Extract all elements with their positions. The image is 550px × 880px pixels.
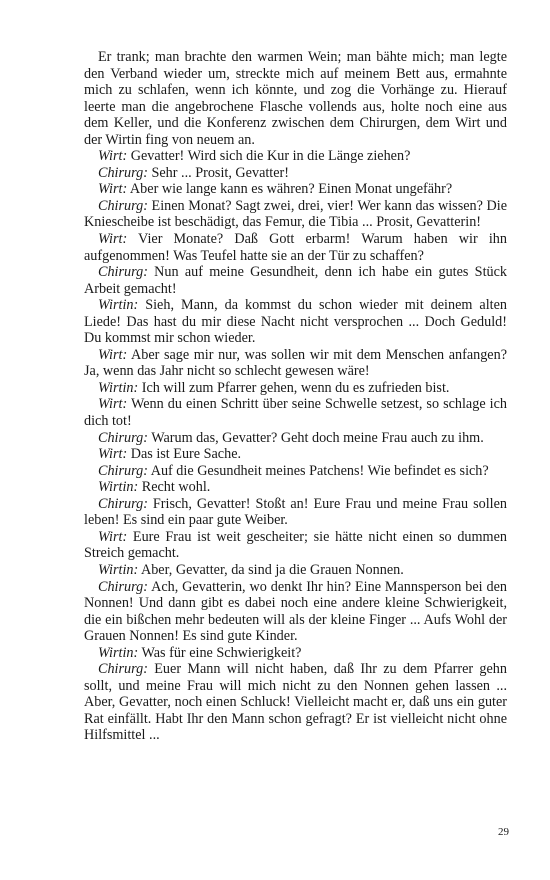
speaker-name: Wirt: bbox=[98, 528, 128, 545]
speaker-name: Wirt: bbox=[98, 446, 128, 463]
speaker-name: Wirt: bbox=[98, 346, 128, 363]
paragraph-text: Euer Mann will nicht haben, daß Ihr zu dem Pfarrer gehn sollt, und meine Frau will mich nicht zu den Nonnen gehen lassen ... Aber, Gevatter, noch einen Schluck! Vielleicht macht er, daß uns ein guter Rat einfällt. Habt Ihr den Mann schon gefragt? Er ist vielleicht nicht ohne Hilfsmittel ... bbox=[84, 661, 507, 744]
dialogue-paragraph bbox=[84, 446, 507, 463]
dialogue-paragraph bbox=[84, 645, 507, 662]
speaker-name: Wirtin: bbox=[98, 297, 139, 314]
speaker-name: Chirurg: bbox=[98, 462, 148, 479]
dialogue-paragraph bbox=[84, 165, 507, 182]
speaker-name: Chirurg: bbox=[98, 578, 148, 595]
speaker-name: Wirtin: bbox=[98, 379, 139, 396]
dialogue-paragraph bbox=[84, 264, 507, 297]
paragraph-text: Ach, Gevatterin, wo denkt Ihr hin? Eine Mannsperson bei den Nonnen! Und dann gibt es dabei noch eine andere kleine Schwierigkeit, die ein bißchen mehr bedeuten will als der kleine Finger ... Aufs Wohl der Grauen Nonnen! Es sind gute Kinder. bbox=[84, 578, 507, 645]
paragraph-text: Vier Monate? Daß Gott erbarm! Warum haben wir ihn aufgenommen! Was Teufel hatte sie an der Tür zu schaffen? bbox=[84, 231, 507, 264]
paragraph-text: Aber sage mir nur, was sollen wir mit dem Menschen anfangen? Ja, wenn das Jahr nicht so schlecht gewesen wäre! bbox=[84, 346, 507, 380]
dialogue-paragraph bbox=[84, 148, 507, 165]
dialogue-paragraph bbox=[84, 562, 507, 579]
speaker-name: Chirurg: bbox=[98, 264, 148, 281]
paragraph-text: Ich will zum Pfarrer gehen, wenn du es zufrieden bist. bbox=[138, 379, 450, 396]
body-text bbox=[84, 49, 507, 744]
paragraph-text: Was für eine Schwierigkeit? bbox=[138, 644, 302, 661]
dialogue-paragraph bbox=[84, 396, 507, 429]
speaker-name: Wirtin: bbox=[98, 479, 139, 496]
dialogue-paragraph bbox=[84, 496, 507, 529]
dialogue-paragraph bbox=[84, 181, 507, 198]
page-number: 29 bbox=[498, 826, 509, 838]
speaker-name: Chirurg: bbox=[98, 429, 148, 446]
dialogue-paragraph bbox=[84, 198, 507, 231]
paragraph-text: Auf die Gesundheit meines Patchens! Wie befindet es sich? bbox=[147, 462, 489, 479]
speaker-name: Wirt: bbox=[98, 231, 128, 248]
paragraph-text: Nun auf meine Gesundheit, denn ich habe ein gutes Stück Arbeit gemacht! bbox=[84, 264, 507, 297]
dialogue-paragraph bbox=[84, 430, 507, 447]
paragraph-text: Aber, Gevatter, da sind ja die Grauen Nonnen. bbox=[138, 561, 404, 578]
speaker-name: Chirurg: bbox=[98, 164, 148, 181]
paragraph-text: Aber wie lange kann es währen? Einen Monat ungefähr? bbox=[127, 181, 453, 198]
narration-paragraph bbox=[84, 49, 507, 148]
dialogue-paragraph bbox=[84, 579, 507, 645]
speaker-name: Chirurg: bbox=[98, 661, 148, 678]
paragraph-text: Wenn du einen Schritt über seine Schwelle setzest, so schlage ich dich tot! bbox=[84, 396, 507, 430]
speaker-name: Wirtin: bbox=[98, 561, 139, 578]
paragraph-text: Sehr ... Prosit, Gevatter! bbox=[147, 164, 289, 181]
dialogue-paragraph bbox=[84, 380, 507, 397]
speaker-name: Wirt: bbox=[98, 148, 128, 165]
paragraph-text: Sieh, Mann, da kommst du schon wieder mit deinem alten Liede! Das hast du mir diese Nacht nicht versprochen ... Doch Geduld! Du kommst mir schon wieder. bbox=[84, 297, 507, 347]
dialogue-paragraph bbox=[84, 661, 507, 744]
paragraph-text: Einen Monat? Sagt zwei, drei, vier! Wer kann das wissen? Die Kniescheibe ist beschädigt, das Femur, die Tibia ... Prosit, Gevatterin! bbox=[84, 197, 507, 231]
dialogue-paragraph bbox=[84, 529, 507, 562]
dialogue-paragraph bbox=[84, 479, 507, 496]
speaker-name: Chirurg: bbox=[98, 197, 148, 214]
dialogue-paragraph bbox=[84, 463, 507, 480]
paragraph-text: Eure Frau ist weit gescheiter; sie hätte nicht einen so dummen Streich gemacht. bbox=[84, 528, 507, 562]
paragraph-text: Recht wohl. bbox=[138, 479, 211, 496]
paragraph-text: Warum das, Gevatter? Geht doch meine Frau auch zu ihm. bbox=[147, 429, 484, 446]
dialogue-paragraph bbox=[84, 231, 507, 264]
speaker-name: Chirurg: bbox=[98, 495, 148, 512]
dialogue-paragraph bbox=[84, 347, 507, 380]
paragraph-text: Gevatter! Wird sich die Kur in die Länge ziehen? bbox=[127, 148, 411, 165]
speaker-name: Wirt: bbox=[98, 181, 128, 198]
speaker-name: Wirt: bbox=[98, 396, 128, 413]
dialogue-paragraph bbox=[84, 297, 507, 347]
speaker-name: Wirtin: bbox=[98, 644, 139, 661]
paragraph-text: Das ist Eure Sache. bbox=[127, 446, 242, 463]
paragraph-text: Frisch, Gevatter! Stoßt an! Eure Frau und meine Frau sollen leben! Es sind ein paar gute Weiber. bbox=[84, 495, 507, 529]
paragraph-text: Er trank; man brachte den warmen Wein; man bähte mich; man legte den Verband wieder um, streckte mich auf meinem Bett aus, ermahnte mich zu schlafen, wenn ich könnte, und zog die Vorhänge zu. Hierauf leerte man die angebrochene Flasche vollends aus, holte noch eine aus dem Keller, und die Konferenz zwischen dem Chirurgen, dem Wirt und der Wirtin fing von neuem an. bbox=[84, 49, 507, 148]
